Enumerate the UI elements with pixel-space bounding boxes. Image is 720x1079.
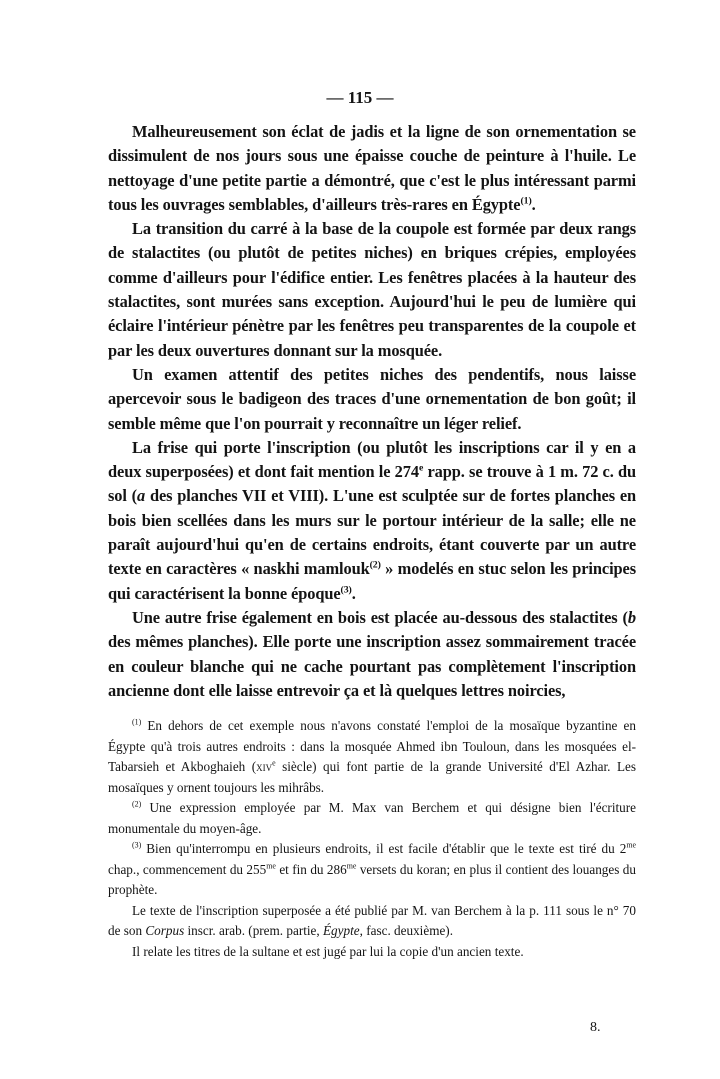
paragraph-2: La transition du carré à la base de la coupole est formée par deux rangs de stalactites (ou plutôt de petites niches) en briques crépies, employées comme d'ailleurs pour l'édifice entier. Les fenêtres placées à la hauteur des stalactites, sont murées sans exception. Aujourd'hui le peu de lumière qui éclaire l'intérieur pénètre par les fenêtres peu transparentes de la coupole et par les deux ouvertures donnant sur la mosquée. <box>108 219 636 360</box>
footnote-3-b: chap., commencement du 255 <box>108 861 267 877</box>
corpus-title: Corpus <box>145 923 185 938</box>
paragraph-4-c: des planches VII et VIII). L'une est sculptée sur de fortes planches en bois bien scellées dans les murs sur le portour intérieur de la salle; elle ne paraît aujourd'hui qu'en de certains endroits, étant couverte par un autre texte en caractères « naskhi mamlouk <box>108 486 637 579</box>
footnote-ref-3: (3) <box>340 584 352 596</box>
plate-letter-b: b <box>627 607 636 627</box>
footnote-mark-2: (2) <box>132 799 142 809</box>
egypte-title: Égypte <box>323 923 360 938</box>
paragraph-4 <box>108 436 636 606</box>
footnote-3-continued-2: Il relate les titres de la sultane et est jugé par lui la copie d'un ancien texte. <box>132 943 524 959</box>
ordinal-sup-2: me <box>266 861 276 871</box>
footnote-1 <box>108 716 636 798</box>
footnote-3-a: Bien qu'interrompu en plusieurs endroits, il est facile d'établir que le texte est tiré du 2 <box>141 841 627 856</box>
paragraph-4-d: » modelés en stuc selon les principes qui caractérisent la bonne époque <box>108 559 636 603</box>
footnote-2 <box>108 798 636 839</box>
ordinal-sup-1: me <box>626 840 636 850</box>
footnote-ref-1: (1) <box>520 195 532 207</box>
footnote-mark-1: (1) <box>132 717 142 727</box>
footnotes <box>108 716 636 962</box>
footnote-3-c: et fin du 286 <box>275 861 347 877</box>
footnote-4-b: inscr. arab. (prem. partie, <box>184 923 323 938</box>
paragraph-1-end: . <box>531 194 536 214</box>
paragraph-1 <box>108 120 636 217</box>
paragraph-5-b: des mêmes planches). Elle porte une inscription assez sommairement tracée en couleur blanche qui ne cache pourtant pas complètement l'inscription ancienne dont elle laisse entrevoir ça et là quelques lettres noircies, <box>108 632 636 700</box>
paragraph-5-a: Une autre frise également en bois est placée au-dessous des stalactites ( <box>132 607 628 627</box>
footnote-4-c: , fasc. deuxième). <box>359 923 453 938</box>
ordinal-sup: e <box>418 462 424 474</box>
paragraph-5 <box>108 606 636 703</box>
footnote-3-continued-1 <box>108 901 636 942</box>
footnote-4-a: Le texte de l'inscription superposée a été publié par M. van Berchem à la p. 111 sous le n° 70 de son <box>108 902 636 938</box>
footnote-3 <box>108 839 636 901</box>
paragraph-4-a: La frise qui porte l'inscription (ou plutôt les inscriptions car il y en a deux superposées) et dont fait mention le 274 <box>108 437 636 482</box>
century-sup: e <box>272 758 276 768</box>
footnote-1-text: En dehors de cet exemple nous n'avons constaté l'emploi de la mosaïque byzantine en Égypte qu'à trois autres endroits : dans la mosquée Ahmed ibn Touloun, dans les mosquées el-Tabarsieh et Akboghaieh ( <box>108 718 636 774</box>
main-text <box>108 120 636 703</box>
footnote-mark-3: (3) <box>132 840 142 850</box>
footnote-3-d: versets du koran; en plus il contient des louanges du prophète. <box>108 861 636 897</box>
footnote-1-end: siècle) qui font partie de la grande Université d'El Azhar. Les mosaïques y ornent toujours les mihrâbs. <box>108 759 636 795</box>
ordinal-sup-3: me <box>346 861 357 871</box>
footnote-2-text: Une expression employée par M. Max van Berchem et qui désigne bien l'écriture monumentale du moyen-âge. <box>108 800 636 836</box>
signature-mark: 8. <box>590 1020 601 1035</box>
footnote-ref-2: (2) <box>369 559 381 571</box>
page-number: — 115 — <box>326 88 394 107</box>
plate-letter-a: a <box>137 486 146 506</box>
paragraph-4-b: rapp. se trouve à 1 m. 72 c. du sol ( <box>108 462 636 506</box>
paragraph-4-e: . <box>351 583 356 603</box>
paragraph-3: Un examen attentif des petites niches des pendentifs, nous laisse apercevoir sous le badigeon des traces d'une ornementation de bon goût; il semble même que l'on pourrait y reconnaître un léger relief. <box>108 364 636 433</box>
century-numeral: xiv <box>256 759 273 774</box>
paragraph-1-text: Malheureusement son éclat de jadis et la ligne de son ornementation se dissimulent de nos jours sous une épaisse couche de peinture à l'huile. Le nettoyage d'une petite partie a démontré, que c'est le plus intéressant parmi tous les ouvrages semblables, d'ailleurs très-rares en Égypte <box>108 122 636 214</box>
